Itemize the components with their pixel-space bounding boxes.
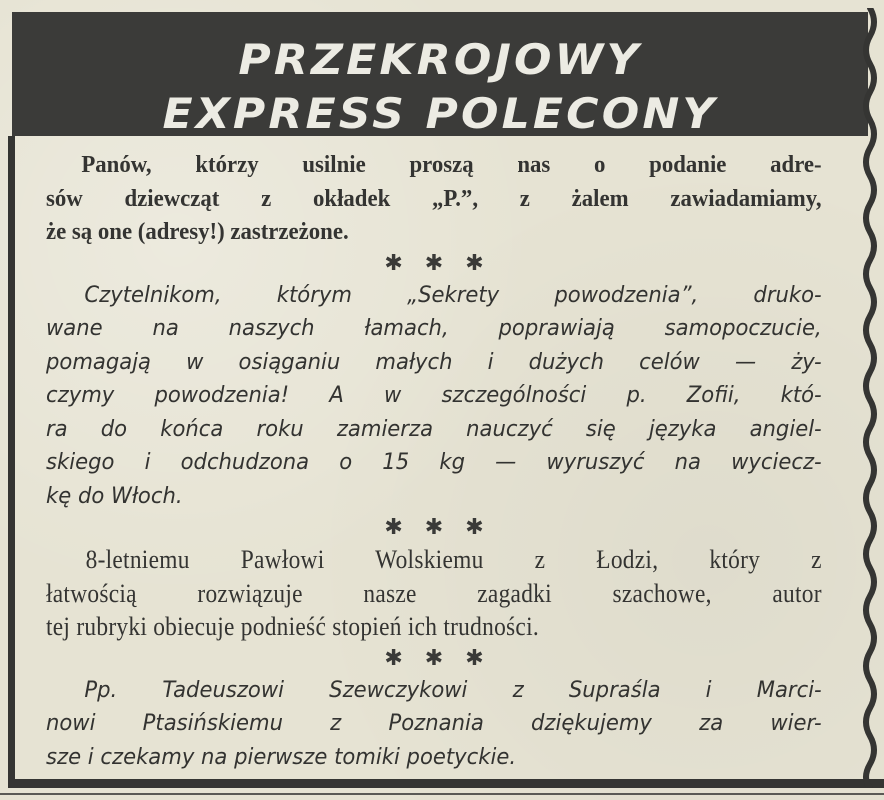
text-line: łatwością rozwiązuje nasze zagadki szachowe, autor: [46, 578, 822, 608]
text-line: skiego i odchudzona o 15 kg — wyruszyć na wyciecz-: [46, 450, 822, 475]
header-title-line2: EXPRESS POLECONY: [162, 89, 718, 138]
section-separator: ✱✱✱: [384, 250, 506, 276]
wavy-right-border: [862, 8, 884, 788]
left-border-rule: [8, 136, 15, 786]
bottom-thin-rule: [0, 793, 884, 795]
text-line: że są one (adresy!) zastrzeżone.: [46, 218, 349, 245]
text-line: wane na naszych łamach, poprawiają samopoczucie,: [46, 316, 822, 341]
paragraph-poetry-thanks: [46, 674, 822, 775]
section-separator: ✱✱✱: [384, 515, 506, 540]
text-line: tej rubryki obiecuje podnieść stopień ich trudności.: [46, 612, 539, 641]
paragraph-secrets-of-success: [46, 279, 822, 514]
bottom-border-rule: [8, 779, 884, 788]
text-line: nowi Ptasińskiemu z Poznania dziękujemy za wier-: [46, 711, 822, 736]
paragraph-addresses: [46, 148, 822, 249]
text-line: czymy powodzenia! A w szczególności p. Zofii, któ-: [46, 383, 822, 408]
text-line: ra do końca roku zamierza nauczyć się języka angiel-: [46, 416, 822, 442]
text-line: kę do Włoch.: [46, 483, 183, 509]
text-line: sze i czekamy na pierwsze tomiki poetyckie.: [46, 744, 517, 770]
header-title-line1: PRZEKROJOWY: [238, 35, 642, 84]
text-line: 8-letniemu Pawłowi Wolskiemu z Łodzi, który z: [85, 545, 822, 574]
section-separator: ✱✱✱: [384, 645, 506, 671]
paragraph-chess-puzzles: [46, 543, 822, 644]
text-line: sów dziewcząt z okładek „P.”, z żalem zawiadamiamy,: [46, 184, 822, 212]
header-banner: [12, 12, 868, 136]
text-line: Pp. Tadeuszowi Szewczykowi z Supraśla i Marci-: [84, 677, 822, 703]
article-content: [46, 148, 822, 774]
text-line: Czytelnikom, którym „Sekrety powodzenia”, druko-: [84, 282, 822, 308]
text-line: pomagają w osiąganiu małych i dużych celów — ży-: [46, 349, 822, 375]
text-line: Panów, którzy usilnie proszą nas o podanie adre-: [81, 151, 822, 178]
